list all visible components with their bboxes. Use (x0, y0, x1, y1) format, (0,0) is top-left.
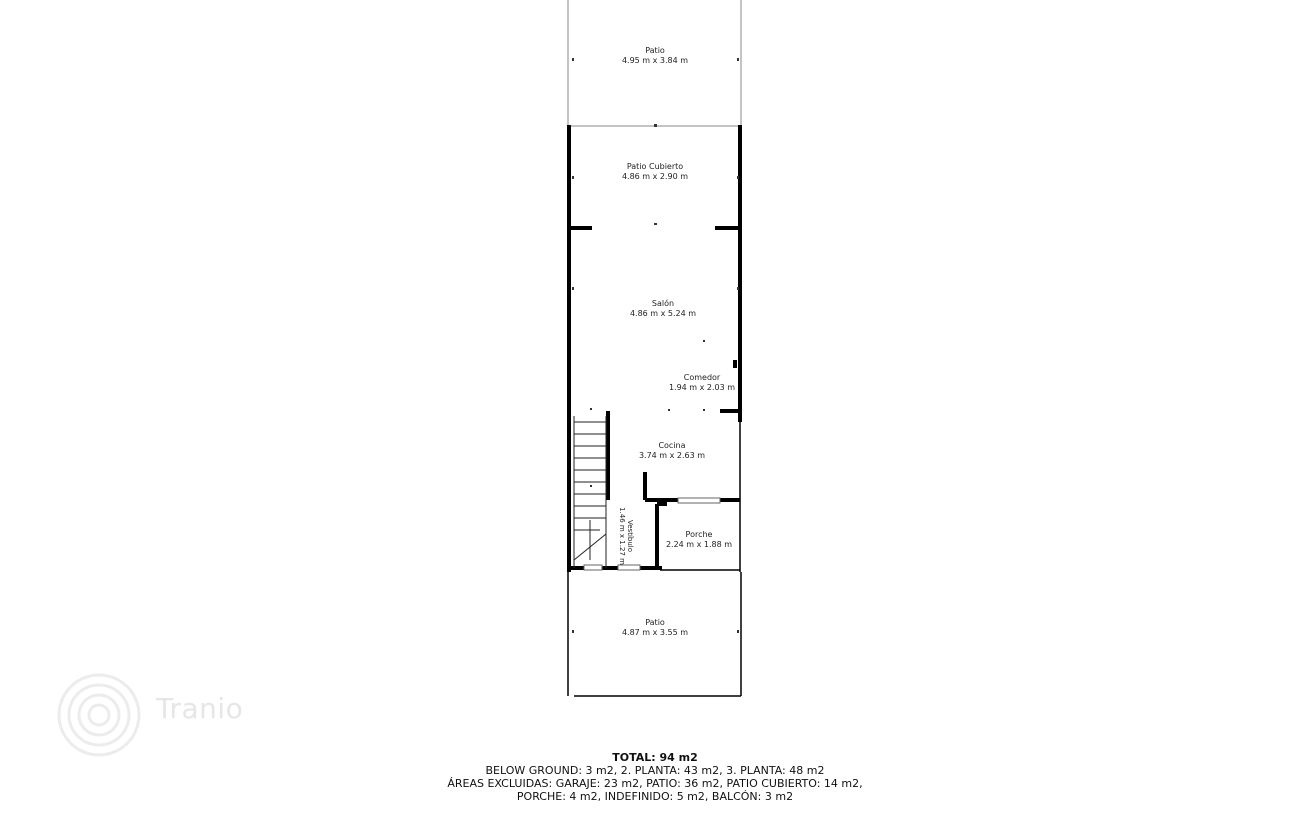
summary-line-2: ÁREAS EXCLUIDAS: GARAJE: 23 m2, PATIO: 36 m2, PATIO CUBIERTO: 14 m2, (447, 777, 863, 790)
room-name-vestibulo: Vestíbulo (626, 520, 634, 552)
room-dims-cocina: 3.74 m x 2.63 m (638, 451, 706, 460)
watermark-text: Tranio (156, 692, 244, 725)
room-name-patio-cubierto: Patio Cubierto (626, 162, 684, 171)
total-area: TOTAL: 94 m2 (612, 751, 698, 764)
summary-line-1: BELOW GROUND: 3 m2, 2. PLANTA: 43 m2, 3. PLANTA: 48 m2 (485, 764, 825, 777)
room-name-salon: Salón (651, 299, 675, 308)
tranio-watermark (56, 672, 266, 762)
room-dims-porche: 2.24 m x 1.88 m (665, 540, 733, 549)
room-name-comedor: Comedor (683, 373, 721, 382)
room-name-patio-bottom: Patio (645, 618, 665, 627)
room-dims-comedor: 1.94 m x 2.03 m (668, 383, 736, 392)
exterior-walls (569, 127, 740, 570)
room-name-porche: Porche (685, 530, 713, 539)
room-dims-patio-top: 4.95 m x 3.84 m (621, 56, 689, 65)
room-dims-patio-bottom: 4.87 m x 3.55 m (621, 628, 689, 637)
room-dims-vestibulo: 1.46 m x 1.27 m (618, 507, 626, 565)
interior-thin-walls (568, 420, 741, 696)
area-summary (0, 751, 1310, 803)
watermark-logo-icon (56, 672, 146, 762)
room-name-patio-top: Patio (645, 46, 665, 55)
vestibulo-label-group (618, 507, 634, 565)
summary-line-3: PORCHE: 4 m2, INDEFINIDO: 5 m2, BALCÓN: 3 m2 (516, 790, 794, 803)
room-dims-patio-cubierto: 4.86 m x 2.90 m (621, 172, 689, 181)
room-name-cocina: Cocina (658, 441, 686, 450)
room-dims-salon: 4.86 m x 5.24 m (629, 309, 697, 318)
staircase (574, 416, 606, 568)
